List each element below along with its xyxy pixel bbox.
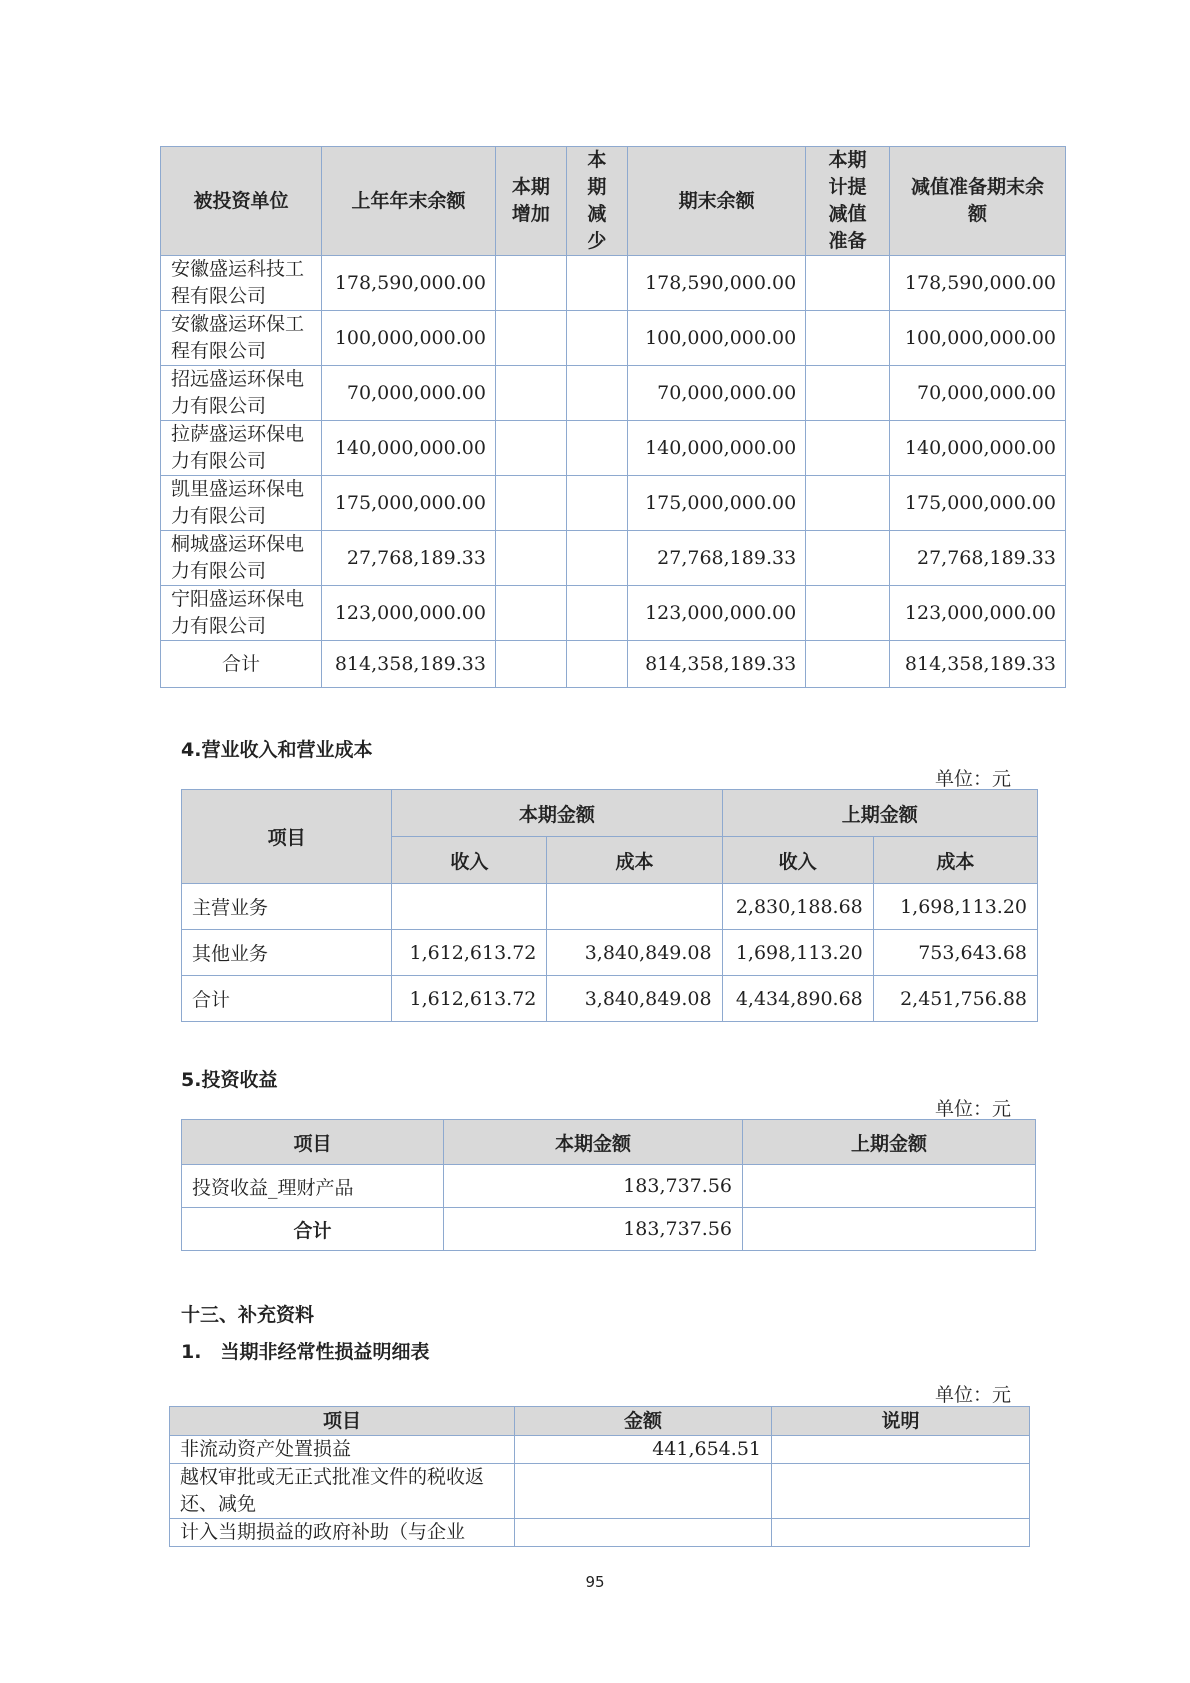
provision xyxy=(806,256,890,311)
table-row xyxy=(182,884,1038,930)
table-row xyxy=(161,586,1066,641)
table-row xyxy=(170,1519,1030,1547)
previous-income: 2,830,188.68 xyxy=(722,884,873,930)
current-income: 1,612,613.72 xyxy=(392,930,547,976)
table-row xyxy=(161,421,1066,476)
previous-amount xyxy=(743,1165,1036,1208)
prev-balance: 70,000,000.00 xyxy=(322,366,496,421)
revenue-cost-table xyxy=(181,789,1038,1022)
item-label: 计入当期损益的政府补助（与企业 xyxy=(170,1519,515,1547)
current-income xyxy=(392,884,547,930)
total-end-balance: 814,358,189.33 xyxy=(627,641,805,688)
provision xyxy=(806,586,890,641)
table-header-row xyxy=(182,790,1038,837)
impairment-end: 140,000,000.00 xyxy=(889,421,1065,476)
decrease xyxy=(566,421,627,476)
impairment-end: 178,590,000.00 xyxy=(889,256,1065,311)
prev-balance: 178,590,000.00 xyxy=(322,256,496,311)
investee-name: 招远盛运环保电力有限公司 xyxy=(161,366,322,421)
table-row xyxy=(161,311,1066,366)
total-impairment-end: 814,358,189.33 xyxy=(889,641,1065,688)
table-row xyxy=(161,476,1066,531)
table-row xyxy=(170,1436,1030,1464)
previous-cost: 1,698,113.20 xyxy=(873,884,1037,930)
total-row xyxy=(161,641,1066,688)
prev-balance: 175,000,000.00 xyxy=(322,476,496,531)
increase xyxy=(495,256,566,311)
header-decrease: 本 期 减 少 xyxy=(566,147,627,256)
investee-name: 安徽盛运环保工程有限公司 xyxy=(161,311,322,366)
total-decrease xyxy=(566,641,627,688)
current-cost: 3,840,849.08 xyxy=(547,930,722,976)
decrease xyxy=(566,366,627,421)
current-cost xyxy=(547,884,722,930)
item-label: 投资收益_理财产品 xyxy=(182,1165,444,1208)
table-row xyxy=(161,531,1066,586)
previous-cost: 2,451,756.88 xyxy=(873,976,1037,1022)
unit-label: 单位：元 xyxy=(935,768,1012,790)
total-previous-amount xyxy=(743,1208,1036,1251)
previous-cost: 753,643.68 xyxy=(873,930,1037,976)
unit-label: 单位：元 xyxy=(935,1098,1012,1120)
total-increase xyxy=(495,641,566,688)
item-label: 其他业务 xyxy=(182,930,392,976)
increase xyxy=(495,421,566,476)
header-prev-balance: 上年年末余额 xyxy=(322,147,496,256)
table-header-row xyxy=(161,147,1066,256)
decrease xyxy=(566,476,627,531)
header-note: 说明 xyxy=(772,1407,1030,1436)
header-provision: 本期 计提 减值 准备 xyxy=(806,147,890,256)
section-title-nonrecurring: 1. 当期非经常性损益明细表 xyxy=(181,1341,430,1363)
prev-balance: 27,768,189.33 xyxy=(322,531,496,586)
note xyxy=(772,1464,1030,1519)
total-label: 合计 xyxy=(161,641,322,688)
decrease xyxy=(566,531,627,586)
current-amount: 183,737.56 xyxy=(444,1165,743,1208)
end-balance: 123,000,000.00 xyxy=(627,586,805,641)
provision xyxy=(806,531,890,586)
header-item: 项目 xyxy=(182,1120,444,1165)
previous-income: 4,434,890.68 xyxy=(722,976,873,1022)
end-balance: 27,768,189.33 xyxy=(627,531,805,586)
prev-balance: 100,000,000.00 xyxy=(322,311,496,366)
investee-name: 桐城盛运环保电力有限公司 xyxy=(161,531,322,586)
provision xyxy=(806,421,890,476)
amount xyxy=(515,1519,772,1547)
impairment-end: 123,000,000.00 xyxy=(889,586,1065,641)
increase xyxy=(495,476,566,531)
table-row xyxy=(182,930,1038,976)
total-current-amount: 183,737.56 xyxy=(444,1208,743,1251)
section-title-supplementary: 十三、补充资料 xyxy=(181,1304,315,1326)
provision xyxy=(806,311,890,366)
header-item: 项目 xyxy=(170,1407,515,1436)
note xyxy=(772,1436,1030,1464)
investee-name: 宁阳盛运环保电力有限公司 xyxy=(161,586,322,641)
end-balance: 100,000,000.00 xyxy=(627,311,805,366)
decrease xyxy=(566,311,627,366)
provision xyxy=(806,476,890,531)
decrease xyxy=(566,256,627,311)
prev-balance: 140,000,000.00 xyxy=(322,421,496,476)
investee-impairment-table xyxy=(160,146,1066,688)
table-header-row xyxy=(182,1120,1036,1165)
increase xyxy=(495,586,566,641)
current-cost: 3,840,849.08 xyxy=(547,976,722,1022)
header-increase: 本期 增加 xyxy=(495,147,566,256)
impairment-end: 175,000,000.00 xyxy=(889,476,1065,531)
total-provision xyxy=(806,641,890,688)
end-balance: 178,590,000.00 xyxy=(627,256,805,311)
total-row xyxy=(182,1208,1036,1251)
impairment-end: 100,000,000.00 xyxy=(889,311,1065,366)
investment-income-table xyxy=(181,1119,1036,1251)
header-previous-cost: 成本 xyxy=(873,837,1037,884)
decrease xyxy=(566,586,627,641)
header-item: 项目 xyxy=(182,790,392,884)
table-row xyxy=(170,1464,1030,1519)
header-previous-income: 收入 xyxy=(722,837,873,884)
current-income: 1,612,613.72 xyxy=(392,976,547,1022)
investee-name: 拉萨盛运环保电力有限公司 xyxy=(161,421,322,476)
table-row xyxy=(161,366,1066,421)
investee-name: 凯里盛运环保电力有限公司 xyxy=(161,476,322,531)
investee-name: 安徽盛运科技工程有限公司 xyxy=(161,256,322,311)
amount xyxy=(515,1464,772,1519)
previous-income: 1,698,113.20 xyxy=(722,930,873,976)
increase xyxy=(495,311,566,366)
header-investee: 被投资单位 xyxy=(161,147,322,256)
impairment-end: 27,768,189.33 xyxy=(889,531,1065,586)
nonrecurring-gains-table xyxy=(169,1406,1030,1547)
section-title-investment-income: 5.投资收益 xyxy=(181,1069,278,1091)
provision xyxy=(806,366,890,421)
page-number: 95 xyxy=(585,1573,605,1591)
table-row xyxy=(182,976,1038,1022)
total-label: 合计 xyxy=(182,1208,444,1251)
header-current-income: 收入 xyxy=(392,837,547,884)
header-current-amount: 本期金额 xyxy=(392,790,722,837)
end-balance: 70,000,000.00 xyxy=(627,366,805,421)
note xyxy=(772,1519,1030,1547)
header-end-balance: 期末余额 xyxy=(627,147,805,256)
item-label: 越权审批或无正式批准文件的税收返还、减免 xyxy=(170,1464,515,1519)
header-amount: 金额 xyxy=(515,1407,772,1436)
header-impairment-end: 减值准备期末余 额 xyxy=(889,147,1065,256)
unit-label: 单位：元 xyxy=(935,1384,1012,1406)
total-prev-balance: 814,358,189.33 xyxy=(322,641,496,688)
section-title-revenue-cost: 4.营业收入和营业成本 xyxy=(181,739,373,761)
item-label: 合计 xyxy=(182,976,392,1022)
header-current-cost: 成本 xyxy=(547,837,722,884)
end-balance: 140,000,000.00 xyxy=(627,421,805,476)
table-header-row xyxy=(170,1407,1030,1436)
increase xyxy=(495,531,566,586)
prev-balance: 123,000,000.00 xyxy=(322,586,496,641)
item-label: 主营业务 xyxy=(182,884,392,930)
header-previous-amount: 上期金额 xyxy=(743,1120,1036,1165)
amount: 441,654.51 xyxy=(515,1436,772,1464)
header-current-amount: 本期金额 xyxy=(444,1120,743,1165)
header-previous-amount: 上期金额 xyxy=(722,790,1037,837)
item-label: 非流动资产处置损益 xyxy=(170,1436,515,1464)
increase xyxy=(495,366,566,421)
table-row xyxy=(182,1165,1036,1208)
end-balance: 175,000,000.00 xyxy=(627,476,805,531)
table-row xyxy=(161,256,1066,311)
impairment-end: 70,000,000.00 xyxy=(889,366,1065,421)
